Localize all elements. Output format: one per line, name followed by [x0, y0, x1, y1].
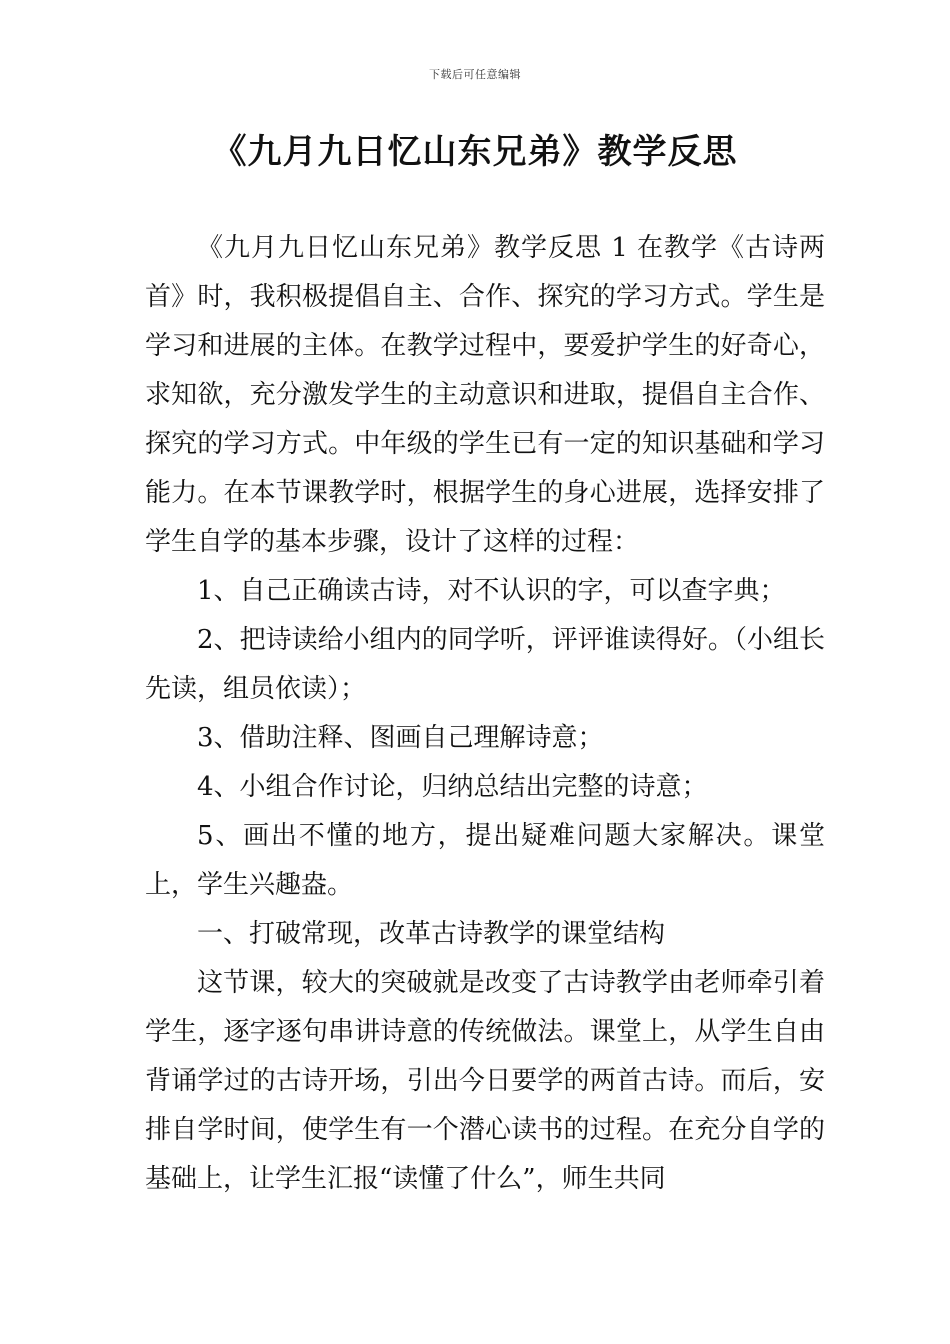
body-paragraph-step-3: 3、借助注释、图画自己理解诗意； — [197, 723, 604, 753]
document-body — [145, 224, 825, 1204]
body-paragraph-step-4: 4、小组合作讨论，归纳总结出完整的诗意； — [197, 772, 708, 802]
body-paragraph-step-1: 1、自己正确读古诗，对不认识的字，可以查字典； — [197, 576, 786, 606]
body-paragraph-step-2: 2、把诗读给小组内的同学听，评评谁读得好。（小组长先读，组员依读）； — [145, 625, 825, 704]
document-title: 《九月九日忆山东兄弟》教学反思 — [212, 132, 738, 172]
body-paragraph-intro: 《九月九日忆山东兄弟》教学反思 1 在教学《古诗两首》时，我积极提倡自主、合作、探究的学习方式。学生是学习和进展的主体。在教学过程中，要爱护学生的好奇心，求知欲，充分激发学生的主动意识和进取，提倡自主合作、探究的学习方式。中年级的学生已有一定的知识基础和学习能力。在本节课教学时，根据学生的身心进展，选择安排了学生自学的基本步骤，设计了这样的过程： — [145, 233, 825, 557]
section-heading-1: 一、打破常现，改革古诗教学的课堂结构 — [197, 919, 666, 949]
page-header-note: 下载后可任意编辑 — [429, 68, 521, 81]
body-paragraph-step-5: 5、画出不懂的地方，提出疑难问题大家解决。课堂上，学生兴趣盎。 — [145, 821, 825, 900]
body-paragraph-section-1: 这节课，较大的突破就是改变了古诗教学由老师牵引着学生，逐字逐句串讲诗意的传统做法。课堂上，从学生自由背诵学过的古诗开场，引出今日要学的两首古诗。而后，安排自学时间，使学生有一个潜心读书的过程。在充分自学的基础上，让学生汇报“读懂了什么”，师生共同 — [145, 968, 825, 1194]
